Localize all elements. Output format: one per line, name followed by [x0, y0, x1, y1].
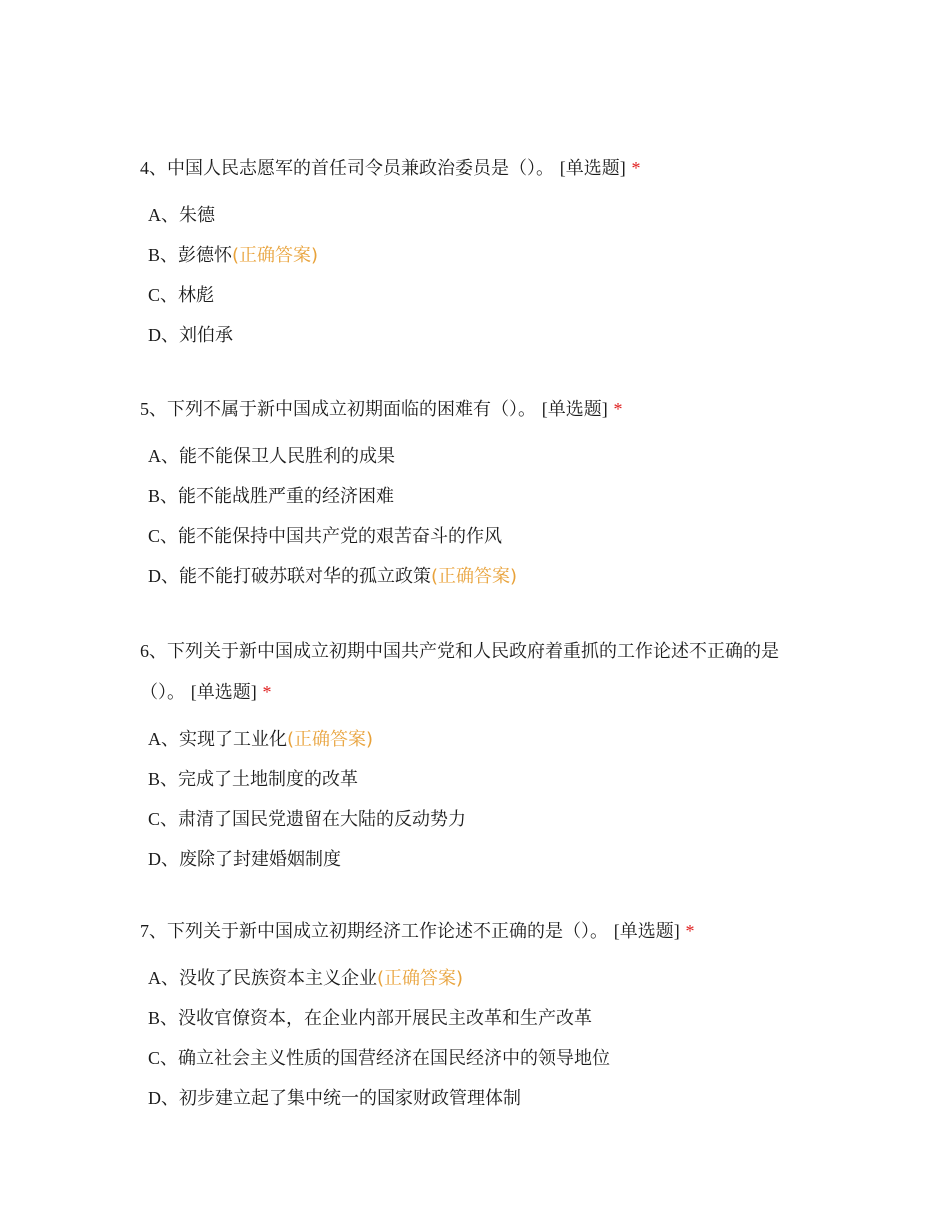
option-letter: A	[148, 446, 161, 466]
option-a[interactable]	[148, 719, 820, 759]
option-b[interactable]	[148, 998, 820, 1038]
option-sep: 、	[160, 285, 179, 306]
question-title	[140, 148, 820, 189]
option-a[interactable]	[148, 195, 820, 235]
option-d[interactable]	[148, 556, 820, 596]
option-b[interactable]	[148, 476, 820, 516]
question-4	[140, 148, 820, 355]
option-list	[140, 195, 820, 355]
option-sep: 、	[160, 486, 179, 507]
option-c[interactable]	[148, 516, 820, 556]
option-sep: 、	[161, 446, 179, 467]
option-letter: A	[148, 729, 161, 749]
option-a[interactable]	[148, 958, 820, 998]
option-sep: 、	[161, 325, 179, 346]
question-number: 5	[140, 399, 149, 419]
required-mark: *	[613, 399, 623, 419]
option-letter: B	[148, 486, 161, 506]
question-type-tag: [单选题]	[190, 682, 257, 702]
option-letter: C	[148, 809, 161, 829]
option-text: 完成了土地制度的改革	[178, 769, 359, 790]
option-sep: 、	[160, 1008, 179, 1029]
question-text: 下列关于新中国成立初期中国共产党和人民政府着重抓的工作论述不正确的是（）。	[140, 641, 779, 703]
option-sep: 、	[160, 526, 179, 547]
option-letter: D	[148, 566, 161, 586]
question-number-sep: 、	[149, 399, 167, 419]
option-list	[140, 958, 820, 1118]
correct-answer-label: (正确答案)	[287, 729, 374, 750]
option-sep: 、	[161, 205, 179, 226]
option-sep: 、	[160, 769, 179, 790]
option-c[interactable]	[148, 799, 820, 839]
option-text: 确立社会主义性质的国营经济在国民经济中的领导地位	[178, 1048, 611, 1069]
option-text: 实现了工业化	[179, 729, 287, 750]
option-sep: 、	[161, 968, 179, 989]
option-text: 能不能保持中国共产党的艰苦奋斗的作风	[178, 526, 503, 547]
option-d[interactable]	[148, 315, 820, 355]
option-sep: 、	[160, 809, 179, 830]
option-sep: 、	[160, 245, 179, 266]
option-d[interactable]	[148, 839, 820, 879]
option-letter: A	[148, 968, 161, 988]
question-title	[140, 911, 820, 952]
option-text: 朱德	[179, 205, 215, 226]
question-title	[140, 631, 820, 713]
option-letter: B	[148, 1008, 161, 1028]
option-c[interactable]	[148, 275, 820, 315]
option-text: 刘伯承	[179, 325, 233, 346]
option-letter: D	[148, 849, 161, 869]
question-type-tag: [单选题]	[613, 921, 680, 941]
question-text: 下列关于新中国成立初期经济工作论述不正确的是（）。	[167, 921, 608, 942]
option-letter: C	[148, 1048, 161, 1068]
option-text: 能不能打破苏联对华的孤立政策	[179, 566, 431, 587]
option-text: 肃清了国民党遗留在大陆的反动势力	[178, 809, 467, 830]
required-mark: *	[631, 158, 641, 178]
option-list	[140, 719, 820, 879]
option-sep: 、	[161, 729, 179, 750]
question-text: 下列不属于新中国成立初期面临的困难有（）。	[167, 399, 536, 420]
option-letter: A	[148, 205, 161, 225]
option-list	[140, 436, 820, 596]
option-letter: C	[148, 526, 161, 546]
question-type-tag: [单选题]	[541, 399, 608, 419]
option-text: 彭德怀	[178, 245, 233, 266]
question-7	[140, 911, 820, 1118]
option-letter: B	[148, 769, 161, 789]
option-letter: C	[148, 285, 161, 305]
option-b[interactable]	[148, 759, 820, 799]
question-text: 中国人民志愿军的首任司令员兼政治委员是（）。	[167, 158, 554, 179]
option-text: 初步建立起了集中统一的国家财政管理体制	[179, 1088, 521, 1109]
question-number-sep: 、	[149, 641, 167, 661]
option-letter: D	[148, 1088, 161, 1108]
option-letter: D	[148, 325, 161, 345]
correct-answer-label: (正确答案)	[232, 245, 319, 266]
option-sep: 、	[161, 566, 179, 587]
question-6	[140, 631, 820, 879]
option-sep: 、	[160, 1048, 179, 1069]
option-d[interactable]	[148, 1078, 820, 1118]
option-text: 没收了民族资本主义企业	[179, 968, 377, 989]
option-sep: 、	[161, 849, 179, 870]
option-text: 林彪	[178, 285, 215, 306]
option-text: 没收官僚资本，在企业内部开展民主改革和生产改革	[178, 1008, 593, 1029]
question-number: 6	[140, 641, 149, 661]
option-b[interactable]	[148, 235, 820, 275]
question-number: 4	[140, 158, 149, 178]
question-number-sep: 、	[149, 921, 167, 941]
question-type-tag: [单选题]	[559, 158, 626, 178]
option-text: 能不能战胜严重的经济困难	[178, 486, 395, 507]
option-sep: 、	[161, 1088, 179, 1109]
option-text: 废除了封建婚姻制度	[179, 849, 341, 870]
required-mark: *	[262, 682, 272, 702]
question-5	[140, 389, 820, 596]
correct-answer-label: (正确答案)	[377, 968, 464, 989]
required-mark: *	[685, 921, 695, 941]
question-number: 7	[140, 921, 149, 941]
option-letter: B	[148, 245, 161, 265]
question-number-sep: 、	[149, 158, 167, 178]
question-title	[140, 389, 820, 430]
option-text: 能不能保卫人民胜利的成果	[179, 446, 395, 467]
option-a[interactable]	[148, 436, 820, 476]
correct-answer-label: (正确答案)	[431, 566, 518, 587]
option-c[interactable]	[148, 1038, 820, 1078]
